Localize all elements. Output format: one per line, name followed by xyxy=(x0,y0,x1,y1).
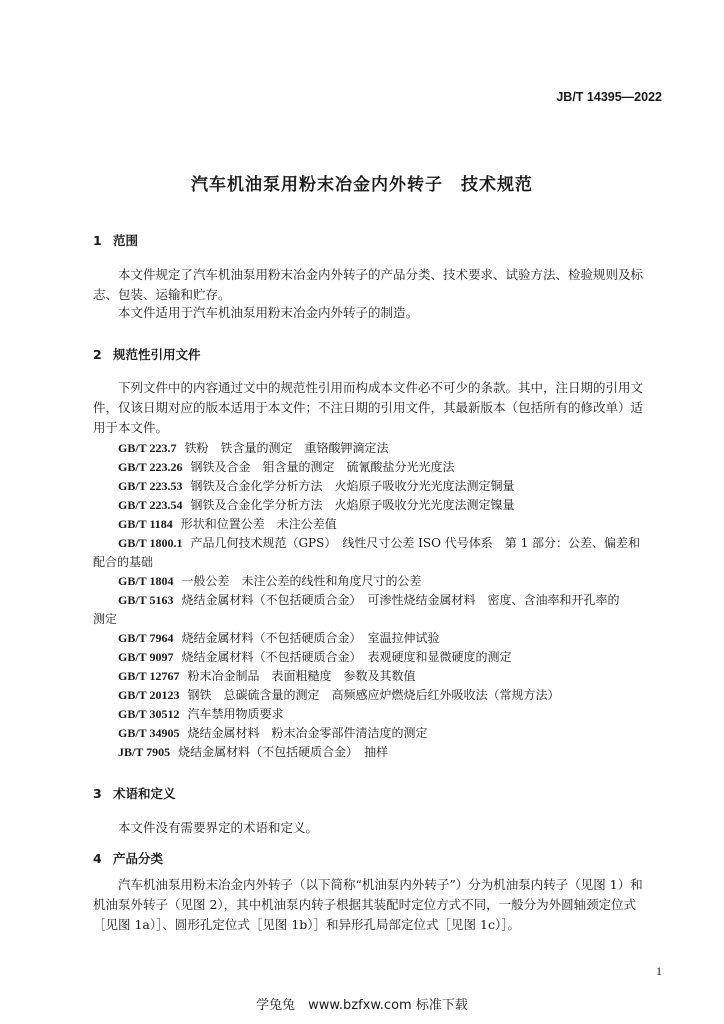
section-number: 4 xyxy=(93,851,102,866)
section-number: 1 xyxy=(93,233,102,248)
reference-item xyxy=(93,724,668,743)
reference-item xyxy=(93,458,668,477)
reference-list xyxy=(93,439,668,762)
reference-item xyxy=(93,439,668,458)
reference-code: GB/T 1184 xyxy=(118,517,173,531)
reference-item xyxy=(93,667,668,686)
section-2-intro xyxy=(93,378,663,438)
reference-code: GB/T 9097 xyxy=(118,650,174,664)
reference-title-continuation: 测定 xyxy=(93,612,118,626)
reference-item xyxy=(93,496,668,515)
reference-title-continuation: 配合的基础 xyxy=(93,555,154,569)
reference-title: 烧结金属材料（不包括硬质合金） 室温拉伸试验 xyxy=(181,631,440,645)
section-title: 规范性引用文件 xyxy=(113,347,201,362)
text-line: 本文件规定了汽车机油泵用粉末冶金内外转子的产品分类、技术要求、试验方法、检验规则及标 xyxy=(118,267,644,282)
reference-code: GB/T 1800.1 xyxy=(118,536,183,550)
section-1-heading xyxy=(93,231,138,249)
reference-title: 钢铁及合金化学分析方法 火焰原子吸收分光光度法测定铜量 xyxy=(190,479,515,493)
reference-code: GB/T 7964 xyxy=(118,631,174,645)
section-4-paragraph xyxy=(93,875,663,935)
section-title: 范围 xyxy=(113,233,139,248)
reference-item xyxy=(93,743,668,762)
reference-item xyxy=(93,629,668,648)
reference-title: 烧结金属材料（不包括硬质合金） 表观硬度和显微硬度的测定 xyxy=(181,650,512,664)
section-4-heading xyxy=(93,849,163,867)
reference-title: 钢铁及合金化学分析方法 火焰原子吸收分光光度法测定镍量 xyxy=(190,498,515,512)
reference-code: GB/T 223.53 xyxy=(118,479,183,493)
text-line: 机油泵外转子（见图 2），其中机油泵内转子根据其装配时定位方式不同，一般分为外圆轴颈定位式 xyxy=(93,897,637,912)
section-number: 2 xyxy=(93,347,102,362)
reference-title: 粉末冶金制品 表面粗糙度 参数及其数值 xyxy=(187,669,416,683)
section-1-paragraph-1 xyxy=(93,265,663,305)
section-title: 产品分类 xyxy=(113,851,164,866)
section-title: 术语和定义 xyxy=(113,786,176,801)
reference-item xyxy=(93,705,668,724)
reference-title: 铁粉 铁含量的测定 重铬酸钾滴定法 xyxy=(184,441,389,455)
reference-code: GB/T 34905 xyxy=(118,726,180,740)
document-title: 汽车机油泵用粉末冶金内外转子 技术规范 xyxy=(191,175,533,195)
reference-code: GB/T 30512 xyxy=(118,707,180,721)
reference-code: GB/T 12767 xyxy=(118,669,180,683)
text-line: 志、包装、运输和贮存。 xyxy=(93,287,231,302)
section-3-heading xyxy=(93,784,176,802)
reference-title: 烧结金属材料（不包括硬质合金） 可渗性烧结金属材料 密度、含油率和开孔率的 xyxy=(181,593,620,607)
reference-code: GB/T 223.54 xyxy=(118,498,183,512)
text-line: 件，仅该日期对应的版本适用于本文件；不注日期的引用文件，其最新版本（包括所有的修改单）适 xyxy=(93,400,644,415)
reference-title: 烧结金属材料（不包括硬质合金） 抽样 xyxy=(178,745,389,759)
reference-code: GB/T 1804 xyxy=(118,574,174,588)
reference-item xyxy=(93,648,668,667)
reference-item xyxy=(93,591,668,629)
reference-title: 钢铁及合金 钼含量的测定 硫氰酸盐分光光度法 xyxy=(190,460,455,474)
reference-item xyxy=(93,572,668,591)
section-3-paragraph: 本文件没有需要界定的术语和定义。 xyxy=(118,820,319,835)
reference-code: GB/T 223.26 xyxy=(118,460,183,474)
reference-item xyxy=(93,534,668,572)
reference-item xyxy=(93,686,668,705)
page-number: 1 xyxy=(656,964,662,978)
reference-title: 一般公差 未注公差的线性和角度尺寸的公差 xyxy=(181,574,422,588)
reference-code: GB/T 223.7 xyxy=(118,441,177,455)
reference-title: 产品几何技术规范（GPS） 线性尺寸公差 ISO 代号体系 第 1 部分：公差、偏差和 xyxy=(190,536,641,550)
text-line: 下列文件中的内容通过文中的规范性引用而构成本文件必不可少的条款。其中，注日期的引用文 xyxy=(118,380,644,395)
text-line: 汽车机油泵用粉末冶金内外转子（以下简称“机油泵内外转子”）分为机油泵内转子（见图 1）和 xyxy=(118,877,643,892)
reference-item xyxy=(93,477,668,496)
reference-item xyxy=(93,515,668,534)
text-line: ［见图 1a）］、圆形孔定位式［见图 1b）］和异形孔局部定位式［见图 1c）］。 xyxy=(93,917,520,932)
reference-code: GB/T 20123 xyxy=(118,688,180,702)
standard-number: JB/T 14395—2022 xyxy=(556,90,662,104)
section-2-heading xyxy=(93,345,201,363)
reference-title: 钢铁 总碳硫含量的测定 高频感应炉燃烧后红外吸收法（常规方法） xyxy=(187,688,560,702)
text-line: 用于本文件。 xyxy=(93,420,169,435)
section-1-paragraph-2: 本文件适用于汽车机油泵用粉末冶金内外转子的制造。 xyxy=(118,305,419,320)
reference-code: JB/T 7905 xyxy=(118,745,171,759)
footer-watermark-text: 学兔兔 www.bzfxw.com 标准下载 xyxy=(256,998,468,1013)
reference-code: GB/T 5163 xyxy=(118,593,174,607)
reference-title: 汽车禁用物质要求 xyxy=(187,707,284,721)
reference-title: 烧结金属材料 粉末冶金零部件清洁度的测定 xyxy=(187,726,428,740)
section-number: 3 xyxy=(93,786,102,801)
reference-title: 形状和位置公差 未注公差值 xyxy=(180,517,337,531)
